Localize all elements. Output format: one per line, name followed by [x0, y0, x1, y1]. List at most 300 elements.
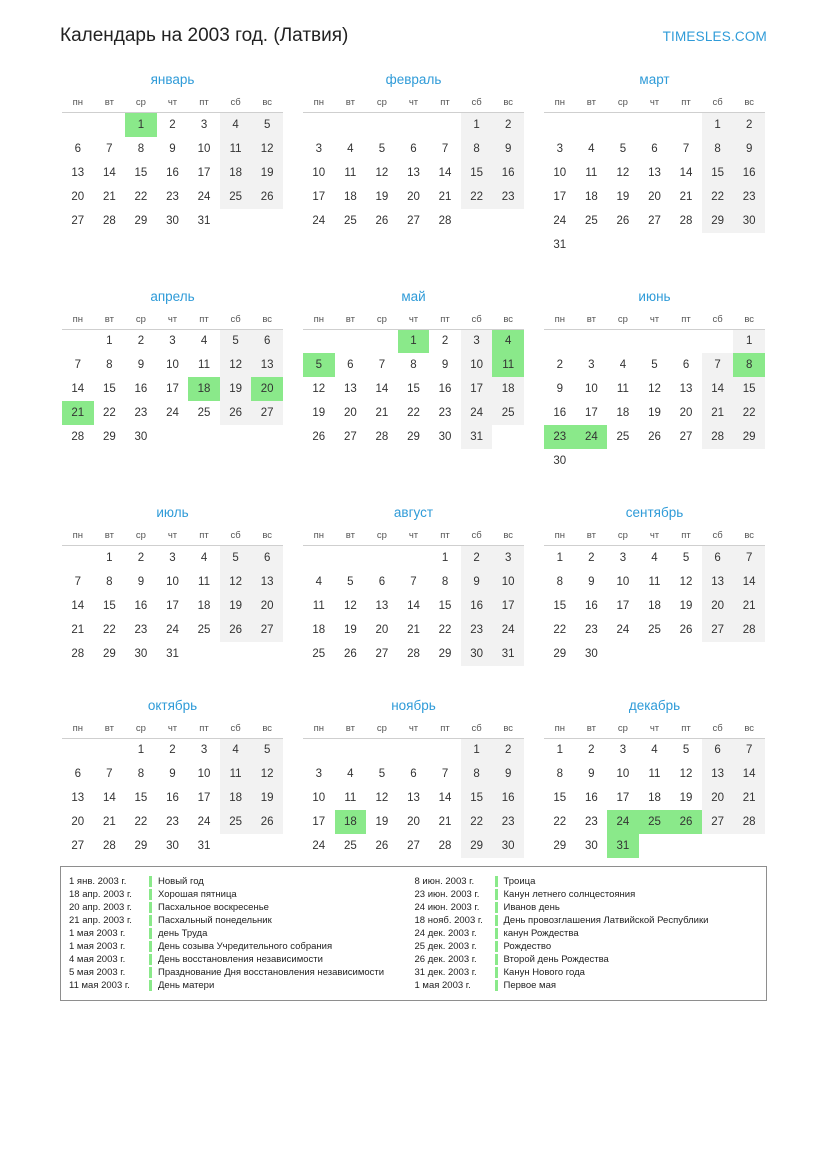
month-name: декабрь — [628, 697, 681, 713]
weekday-header: пн — [72, 313, 83, 325]
day-cell: 28 — [102, 214, 116, 227]
weekday-header: пт — [681, 313, 691, 325]
week-row — [62, 618, 283, 642]
day-cell-weekend: 24 — [492, 618, 524, 642]
day-cell-weekend: 15 — [702, 161, 734, 185]
weekday-header: вс — [503, 97, 514, 108]
legend-color-swatch — [495, 954, 498, 965]
weekday-header: пт — [199, 97, 209, 108]
month-table — [62, 312, 283, 450]
day-cell-weekend: 16 — [461, 594, 493, 618]
day-cell: 10 — [616, 768, 630, 780]
day-cell-weekend: 9 — [492, 137, 524, 161]
legend-label: Иванов день — [503, 902, 560, 913]
month-table — [62, 528, 283, 666]
day-cell: 14 — [407, 599, 420, 612]
day-cell-empty — [670, 449, 702, 473]
day-cell-empty — [94, 113, 126, 137]
weekday-header: пт — [199, 530, 209, 541]
legend-column-right — [415, 875, 761, 992]
day-cell: 3 — [200, 744, 208, 757]
day-cell-empty — [251, 834, 283, 858]
day-cell-weekend: 26 — [251, 810, 283, 834]
day-cell: 8 — [556, 575, 563, 588]
day-cell: 12 — [616, 166, 630, 179]
day-cell: 5 — [619, 142, 627, 155]
day-cell: 4 — [200, 551, 208, 564]
week-row — [62, 642, 283, 666]
legend-label: День созыва Учредительного собрания — [158, 941, 333, 952]
day-cell-empty — [303, 546, 335, 570]
day-cell-weekend: 14 — [733, 570, 765, 594]
day-cell: 9 — [137, 359, 145, 371]
day-cell: 25 — [197, 407, 211, 419]
legend-color-swatch — [495, 928, 498, 939]
week-row — [303, 738, 524, 762]
day-cell-empty — [702, 329, 734, 353]
day-cell-empty — [398, 546, 430, 570]
weekday-header: ср — [376, 722, 387, 734]
day-cell: 25 — [197, 623, 211, 636]
day-cell: 2 — [169, 118, 176, 131]
day-cell: 24 — [166, 623, 179, 636]
day-cell: 15 — [134, 792, 148, 804]
week-row — [62, 185, 283, 209]
day-cell: 14 — [438, 166, 452, 179]
day-cell-empty — [366, 329, 398, 353]
day-cell: 19 — [375, 190, 389, 203]
day-cell: 27 — [407, 840, 420, 852]
day-cell-empty — [607, 449, 639, 473]
day-cell-weekend: 27 — [251, 618, 283, 642]
day-cell-weekend: 8 — [461, 137, 493, 161]
day-cell: 23 — [584, 623, 598, 636]
week-row — [62, 377, 283, 401]
month-table — [62, 95, 283, 233]
day-cell: 7 — [74, 359, 81, 371]
day-cell: 5 — [378, 142, 386, 155]
day-cell: 3 — [619, 744, 627, 757]
legend-item — [415, 966, 761, 979]
week-row — [62, 810, 283, 834]
day-cell-empty — [492, 209, 524, 233]
weekday-header: пн — [313, 530, 324, 541]
day-cell-weekend: 25 — [220, 810, 252, 834]
legend-color-swatch — [495, 941, 498, 952]
day-cell-empty — [607, 233, 639, 257]
legend-date: 18 нояб. 2003 г. — [414, 915, 483, 926]
week-row — [62, 594, 283, 618]
day-cell-weekend: 22 — [733, 401, 765, 425]
month-block — [537, 62, 772, 257]
day-cell-weekend: 4 — [220, 738, 252, 762]
day-cell: 26 — [375, 840, 389, 852]
day-cell: 17 — [312, 190, 326, 203]
month-name: январь — [150, 72, 195, 87]
legend-date: 24 июн. 2003 г. — [414, 902, 480, 913]
month-name: август — [393, 505, 434, 520]
weekday-header: сб — [230, 97, 241, 108]
legend-item — [415, 901, 761, 914]
week-row — [62, 425, 283, 449]
day-cell: 28 — [407, 647, 420, 660]
day-cell-weekend: 11 — [220, 762, 252, 786]
day-cell-weekend: 31 — [461, 425, 493, 449]
day-cell: 16 — [166, 792, 179, 804]
day-cell-holiday: 23 — [544, 425, 576, 449]
day-cell: 2 — [588, 744, 595, 757]
legend-label: канун Рождества — [503, 928, 579, 939]
week-row — [62, 786, 283, 810]
day-cell-empty — [461, 209, 493, 233]
weekday-header: вс — [262, 97, 273, 108]
weekday-header: сб — [230, 530, 241, 541]
day-cell: 26 — [312, 431, 326, 443]
day-cell-weekend: 17 — [461, 377, 493, 401]
weekday-header: вс — [503, 313, 514, 325]
day-cell: 20 — [71, 190, 85, 203]
day-cell: 27 — [407, 214, 420, 227]
legend-color-swatch — [495, 915, 498, 926]
holiday-legend — [60, 866, 767, 1001]
weekday-header: ср — [376, 97, 387, 108]
day-cell-weekend: 28 — [733, 618, 765, 642]
day-cell: 2 — [137, 335, 145, 348]
legend-label: Второй день Рождества — [503, 954, 609, 965]
page-title: Календарь на 2003 год. (Латвия) — [60, 25, 349, 46]
day-cell-weekend: 24 — [461, 401, 493, 425]
weekday-header: сб — [471, 313, 482, 325]
day-cell-weekend: 1 — [461, 113, 493, 137]
day-cell-weekend: 3 — [492, 546, 524, 570]
weekday-header: сб — [471, 530, 482, 541]
day-cell: 10 — [197, 768, 211, 780]
legend-item — [415, 979, 761, 992]
legend-color-swatch — [149, 928, 152, 939]
day-cell-weekend: 31 — [492, 642, 524, 666]
weekday-header: вс — [262, 530, 273, 541]
legend-color-swatch — [495, 876, 498, 887]
weekday-header: вс — [503, 722, 514, 734]
day-cell: 24 — [553, 214, 567, 227]
day-cell: 9 — [556, 383, 563, 395]
month-name: февраль — [385, 72, 442, 87]
weekday-header: ср — [617, 530, 628, 541]
weekday-header: сб — [712, 97, 723, 108]
day-cell: 4 — [347, 768, 354, 780]
day-cell: 3 — [315, 142, 322, 155]
day-cell-weekend: 6 — [251, 329, 283, 353]
day-cell: 14 — [71, 383, 85, 395]
day-cell-empty — [733, 642, 765, 666]
day-cell: 7 — [74, 575, 81, 588]
week-row — [303, 810, 524, 834]
day-cell: 29 — [553, 647, 567, 660]
day-cell: 12 — [343, 599, 357, 612]
month-table — [303, 528, 524, 666]
legend-date: 1 мая 2003 г. — [69, 941, 126, 952]
day-cell: 1 — [556, 744, 563, 757]
day-cell: 6 — [347, 359, 354, 371]
week-row — [544, 329, 765, 353]
day-cell: 16 — [166, 166, 179, 179]
legend-item — [415, 940, 761, 953]
day-cell-weekend: 12 — [220, 570, 252, 594]
day-cell: 21 — [438, 190, 452, 203]
day-cell: 14 — [438, 792, 452, 804]
week-row — [544, 209, 765, 233]
day-cell: 30 — [134, 431, 148, 443]
day-cell-weekend: 6 — [702, 738, 734, 762]
day-cell: 6 — [682, 359, 690, 371]
day-cell-weekend: 21 — [733, 786, 765, 810]
month-block — [296, 688, 531, 859]
day-cell-empty — [398, 113, 430, 137]
day-cell: 8 — [441, 575, 449, 588]
day-cell: 28 — [71, 647, 85, 660]
day-cell: 3 — [619, 551, 627, 564]
weekday-header: ср — [135, 530, 146, 541]
weekday-header: чт — [649, 313, 660, 325]
legend-date: 1 янв. 2003 г. — [69, 876, 127, 887]
weekday-header: пт — [681, 530, 691, 541]
day-cell-empty — [303, 738, 335, 762]
week-row — [303, 113, 524, 137]
day-cell: 8 — [137, 768, 145, 780]
week-row — [62, 137, 283, 161]
week-row — [303, 642, 524, 666]
day-cell-empty — [62, 546, 94, 570]
day-cell-empty — [220, 642, 252, 666]
day-cell-weekend: 6 — [702, 546, 734, 570]
months-grid — [0, 54, 827, 880]
weekday-header: сб — [471, 97, 482, 108]
day-cell-empty — [576, 329, 608, 353]
day-cell: 4 — [200, 335, 208, 348]
legend-date: 26 дек. 2003 г. — [414, 954, 477, 965]
month-block — [296, 279, 531, 474]
day-cell: 4 — [588, 142, 595, 155]
day-cell: 29 — [553, 840, 567, 852]
legend-label: Празднование Дня восстановления независимости — [158, 967, 385, 978]
day-cell: 6 — [651, 142, 658, 155]
day-cell: 8 — [137, 142, 145, 155]
week-row — [544, 113, 765, 137]
week-row — [62, 113, 283, 137]
weekday-header: чт — [167, 530, 178, 541]
weekday-header: ср — [376, 530, 387, 541]
day-cell: 1 — [106, 551, 113, 564]
weekday-header: чт — [167, 97, 178, 108]
legend-color-swatch — [149, 915, 152, 926]
day-cell: 27 — [679, 431, 693, 443]
legend-label: Канун Нового года — [503, 967, 585, 978]
day-cell-holiday: 20 — [251, 377, 283, 401]
day-cell: 29 — [134, 214, 148, 227]
day-cell-weekend: 5 — [220, 329, 252, 353]
day-cell-empty — [702, 834, 734, 858]
legend-item — [69, 953, 415, 966]
page-header — [0, 0, 827, 54]
day-cell-weekend: 8 — [702, 137, 734, 161]
day-cell-weekend: 29 — [461, 834, 493, 858]
weekday-header: вт — [345, 530, 355, 541]
day-cell-weekend: 9 — [461, 570, 493, 594]
day-cell: 21 — [102, 190, 116, 203]
day-cell: 14 — [102, 166, 116, 179]
day-cell: 30 — [584, 840, 598, 852]
legend-label: День матери — [158, 980, 215, 991]
day-cell-weekend: 26 — [220, 401, 252, 425]
day-cell: 19 — [343, 623, 357, 636]
legend-color-swatch — [149, 980, 152, 991]
day-cell-weekend: 22 — [702, 185, 734, 209]
day-cell: 13 — [343, 383, 357, 395]
day-cell-empty — [220, 425, 252, 449]
day-cell: 7 — [410, 575, 417, 588]
day-cell: 10 — [166, 359, 179, 371]
day-cell: 14 — [71, 599, 85, 612]
week-row — [544, 618, 765, 642]
legend-date: 5 мая 2003 г. — [69, 967, 126, 978]
weekday-header: пт — [681, 722, 691, 734]
weekday-header: сб — [230, 722, 241, 734]
day-cell-weekend: 30 — [733, 209, 765, 233]
day-cell-empty — [576, 233, 608, 257]
month-name: июнь — [638, 288, 671, 304]
week-row — [544, 233, 765, 257]
legend-label: Новый год — [158, 876, 204, 887]
day-cell: 1 — [441, 551, 449, 564]
day-cell: 1 — [106, 335, 113, 348]
day-cell-weekend: 25 — [220, 185, 252, 209]
day-cell: 25 — [648, 623, 661, 636]
day-cell: 23 — [134, 623, 148, 636]
day-cell-weekend: 14 — [733, 762, 765, 786]
day-cell-empty — [607, 329, 639, 353]
day-cell: 4 — [347, 142, 354, 155]
day-cell: 30 — [134, 647, 148, 660]
week-row — [303, 329, 524, 353]
week-row — [62, 353, 283, 377]
day-cell-empty — [188, 642, 220, 666]
day-cell-empty — [639, 834, 671, 858]
day-cell-empty — [492, 425, 524, 449]
legend-item — [69, 888, 415, 901]
day-cell: 22 — [134, 190, 148, 203]
day-cell-holiday: 25 — [639, 810, 671, 834]
day-cell-holiday: 18 — [188, 377, 220, 401]
week-row — [303, 762, 524, 786]
week-row — [62, 209, 283, 233]
day-cell-holiday: 24 — [576, 425, 608, 449]
day-cell: 4 — [651, 744, 658, 757]
day-cell: 6 — [410, 142, 417, 155]
weekday-header: ср — [135, 97, 146, 108]
day-cell-weekend: 30 — [492, 834, 524, 858]
day-cell-weekend: 9 — [492, 762, 524, 786]
day-cell: 22 — [102, 623, 116, 636]
month-name: сентябрь — [625, 505, 684, 520]
day-cell-weekend: 29 — [733, 425, 765, 449]
day-cell-empty — [670, 329, 702, 353]
month-block — [55, 62, 290, 257]
day-cell: 28 — [375, 431, 389, 443]
legend-date: 1 мая 2003 г. — [414, 980, 471, 991]
weekday-header: пн — [72, 722, 83, 734]
day-cell: 10 — [312, 166, 326, 179]
day-cell: 29 — [102, 647, 116, 660]
weekday-header: ср — [376, 313, 387, 325]
legend-item — [69, 927, 415, 940]
legend-label: Рождество — [503, 941, 552, 952]
month-table — [544, 312, 765, 474]
day-cell-empty — [220, 834, 252, 858]
legend-label: Канун летнего солнцестояния — [503, 889, 636, 900]
legend-item — [415, 888, 761, 901]
month-block — [55, 688, 290, 859]
day-cell-holiday: 1 — [398, 329, 430, 353]
day-cell: 24 — [312, 840, 326, 852]
day-cell: 15 — [553, 599, 567, 612]
day-cell-weekend: 1 — [733, 329, 765, 353]
day-cell: 17 — [197, 166, 211, 179]
day-cell: 2 — [441, 335, 449, 348]
day-cell-holiday: 11 — [492, 353, 524, 377]
day-cell-holiday: 21 — [62, 401, 94, 425]
day-cell: 7 — [106, 768, 113, 780]
day-cell: 3 — [169, 335, 176, 348]
weekday-header: вс — [744, 97, 755, 108]
day-cell: 13 — [407, 166, 420, 179]
day-cell: 26 — [375, 214, 389, 227]
day-cell-weekend: 7 — [733, 546, 765, 570]
legend-color-swatch — [149, 967, 152, 978]
day-cell-weekend: 7 — [733, 738, 765, 762]
day-cell-weekend: 5 — [220, 546, 252, 570]
week-row — [544, 449, 765, 473]
legend-color-swatch — [149, 889, 152, 900]
day-cell-weekend: 30 — [461, 642, 493, 666]
day-cell: 25 — [584, 214, 598, 227]
day-cell-holiday: 4 — [492, 329, 524, 353]
week-row — [303, 834, 524, 858]
day-cell-empty — [335, 113, 367, 137]
day-cell: 4 — [619, 359, 627, 371]
weekday-header: пт — [199, 722, 209, 734]
day-cell: 7 — [441, 768, 449, 780]
legend-label: Пасхальный понедельник — [158, 915, 272, 926]
day-cell: 5 — [651, 359, 658, 371]
day-cell: 17 — [553, 190, 567, 203]
day-cell-weekend: 23 — [492, 810, 524, 834]
day-cell-weekend: 5 — [251, 113, 283, 137]
week-row — [544, 546, 765, 570]
day-cell: 24 — [166, 407, 179, 419]
weekday-header: чт — [408, 97, 419, 108]
legend-color-swatch — [495, 967, 498, 978]
day-cell: 11 — [198, 575, 210, 588]
day-cell-weekend: 8 — [461, 762, 493, 786]
day-cell-weekend: 6 — [251, 546, 283, 570]
day-cell: 22 — [102, 407, 116, 419]
week-row — [62, 161, 283, 185]
weekday-header: чт — [408, 313, 419, 325]
day-cell-holiday: 1 — [125, 113, 157, 137]
day-cell: 5 — [682, 744, 690, 757]
day-cell-weekend: 20 — [702, 786, 734, 810]
day-cell-weekend: 18 — [492, 377, 524, 401]
